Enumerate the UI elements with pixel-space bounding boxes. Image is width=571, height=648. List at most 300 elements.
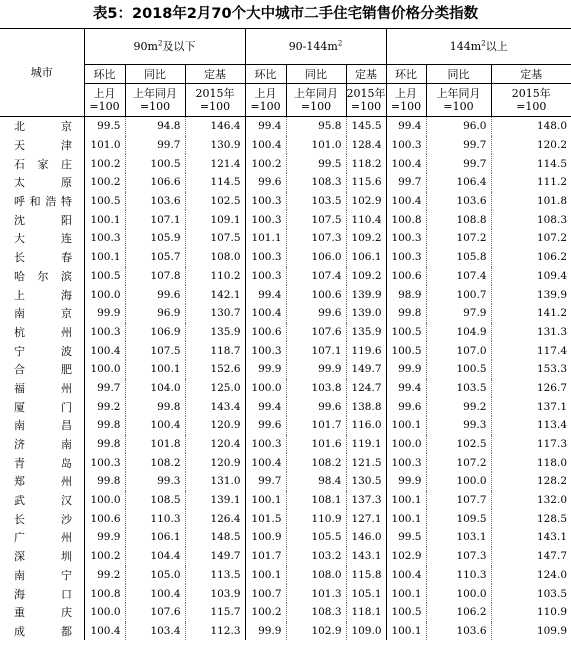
value-cell: 100.4 (386, 154, 426, 173)
table-row (0, 453, 571, 472)
value-cell: 100.2 (84, 547, 125, 566)
value-cell: 105.5 (286, 528, 346, 547)
value-cell: 99.7 (245, 472, 286, 491)
value-cell: 99.7 (386, 173, 426, 192)
value-cell: 149.7 (346, 360, 386, 379)
base-header: 上年同月 =100 (125, 84, 185, 117)
value-cell: 104.0 (125, 379, 185, 398)
value-cell: 107.2 (426, 229, 491, 248)
value-cell: 103.4 (125, 622, 185, 641)
value-cell: 108.3 (286, 603, 346, 622)
city-cell: 海口 (14, 587, 72, 601)
value-cell: 117.3 (491, 435, 571, 454)
base-header: 上年同月 =100 (426, 84, 491, 117)
group-header-small: $90m^2$及以下 (84, 29, 245, 65)
value-cell: 100.0 (84, 285, 125, 304)
city-cell: 深圳 (14, 550, 72, 564)
city-cell: 南宁 (14, 568, 72, 582)
value-cell: 103.5 (286, 192, 346, 211)
value-cell: 115.7 (185, 603, 245, 622)
sub-header-mom: 环比 (245, 65, 286, 84)
table-header (0, 29, 571, 117)
value-cell: 106.4 (426, 173, 491, 192)
table-row (0, 154, 571, 173)
table-row (0, 491, 571, 510)
city-cell: 太原 (14, 176, 72, 190)
value-cell: 100.2 (245, 603, 286, 622)
value-cell: 114.5 (185, 173, 245, 192)
value-cell: 126.7 (491, 379, 571, 398)
value-cell: 100.1 (386, 416, 426, 435)
value-cell: 100.5 (125, 154, 185, 173)
value-cell: 99.4 (386, 379, 426, 398)
value-cell: 124.0 (491, 566, 571, 585)
value-cell: 100.5 (84, 267, 125, 286)
value-cell: 108.2 (125, 453, 185, 472)
value-cell: 100.2 (245, 154, 286, 173)
value-cell: 94.8 (125, 117, 185, 136)
city-cell: 上海 (14, 288, 72, 302)
value-cell: 99.4 (245, 117, 286, 136)
value-cell: 106.1 (125, 528, 185, 547)
city-cell: 天津 (14, 139, 72, 153)
value-cell: 141.2 (491, 304, 571, 323)
city-cell: 成都 (14, 624, 72, 638)
value-cell: 99.6 (125, 285, 185, 304)
table-title: 表5：2018年2月70个大中城市二手住宅销售价格分类指数 (92, 6, 479, 22)
sub-header-fixed: 定基 (185, 65, 245, 84)
value-cell: 100.1 (245, 491, 286, 510)
value-cell: 142.1 (185, 285, 245, 304)
value-cell: 139.0 (346, 304, 386, 323)
value-cell: 118.2 (346, 154, 386, 173)
value-cell: 100.0 (84, 491, 125, 510)
value-cell: 120.2 (491, 136, 571, 155)
city-cell: 武汉 (14, 494, 72, 508)
table-row (0, 435, 571, 454)
value-cell: 113.4 (491, 416, 571, 435)
value-cell: 131.0 (185, 472, 245, 491)
table-row (0, 248, 571, 267)
city-cell: 青岛 (14, 456, 72, 470)
value-cell: 100.3 (84, 229, 125, 248)
value-cell: 153.3 (491, 360, 571, 379)
value-cell: 100.5 (426, 360, 491, 379)
base-header: 上年同月 =100 (286, 84, 346, 117)
value-cell: 99.8 (84, 472, 125, 491)
value-cell: 99.4 (245, 285, 286, 304)
value-cell: 100.1 (386, 622, 426, 641)
value-cell: 107.6 (125, 603, 185, 622)
value-cell: 126.4 (185, 509, 245, 528)
value-cell: 128.4 (346, 136, 386, 155)
value-cell: 119.6 (346, 341, 386, 360)
value-cell: 110.2 (185, 267, 245, 286)
city-cell: 南京 (14, 307, 72, 321)
base-header: 2015年 =100 (346, 84, 386, 117)
value-cell: 101.1 (245, 229, 286, 248)
value-cell: 149.7 (185, 547, 245, 566)
value-cell: 99.6 (286, 304, 346, 323)
value-cell: 100.6 (386, 267, 426, 286)
value-cell: 108.1 (286, 491, 346, 510)
value-cell: 120.9 (185, 453, 245, 472)
value-cell: 102.5 (426, 435, 491, 454)
table-body (0, 117, 571, 641)
table-row (0, 528, 571, 547)
table-row (0, 360, 571, 379)
value-cell: 108.0 (286, 566, 346, 585)
value-cell: 103.6 (426, 192, 491, 211)
value-cell: 100.3 (245, 267, 286, 286)
table-row (0, 472, 571, 491)
value-cell: 99.9 (84, 528, 125, 547)
value-cell: 110.9 (286, 509, 346, 528)
value-cell: 100.0 (426, 472, 491, 491)
value-cell: 107.5 (185, 229, 245, 248)
value-cell: 99.5 (84, 117, 125, 136)
value-cell: 118.0 (491, 453, 571, 472)
table-row (0, 136, 571, 155)
table-row (0, 323, 571, 342)
base-header: 上月 =100 (84, 84, 125, 117)
value-cell: 100.3 (245, 210, 286, 229)
value-cell: 109.0 (346, 622, 386, 641)
value-cell: 96.0 (426, 117, 491, 136)
sub-header-yoy: 同比 (286, 65, 346, 84)
table-row (0, 210, 571, 229)
value-cell: 100.3 (245, 248, 286, 267)
value-cell: 100.6 (84, 509, 125, 528)
value-cell: 99.6 (286, 397, 346, 416)
value-cell: 99.3 (426, 416, 491, 435)
value-cell: 132.0 (491, 491, 571, 510)
value-cell: 105.7 (125, 248, 185, 267)
value-cell: 99.2 (84, 397, 125, 416)
value-cell: 143.1 (346, 547, 386, 566)
value-cell: 100.5 (386, 323, 426, 342)
value-cell: 100.3 (245, 192, 286, 211)
value-cell: 109.4 (491, 267, 571, 286)
value-cell: 102.9 (346, 192, 386, 211)
table-row (0, 397, 571, 416)
value-cell: 118.7 (185, 341, 245, 360)
table-row (0, 229, 571, 248)
city-cell: 合肥 (14, 363, 72, 377)
value-cell: 100.1 (125, 360, 185, 379)
value-cell: 100.3 (84, 453, 125, 472)
value-cell: 117.4 (491, 341, 571, 360)
value-cell: 99.4 (386, 117, 426, 136)
value-cell: 101.0 (286, 136, 346, 155)
value-cell: 107.7 (426, 491, 491, 510)
value-cell: 152.6 (185, 360, 245, 379)
value-cell: 103.5 (426, 379, 491, 398)
value-cell: 98.4 (286, 472, 346, 491)
group-header-large: $144m^2$以上 (386, 29, 571, 65)
value-cell: 100.0 (386, 435, 426, 454)
table-row (0, 584, 571, 603)
value-cell: 137.1 (491, 397, 571, 416)
base-header: 2015年 =100 (491, 84, 571, 117)
city-cell: 长沙 (14, 512, 72, 526)
value-cell: 106.2 (426, 603, 491, 622)
group-header-medium: $90-144m^2$ (245, 29, 386, 65)
table-row (0, 341, 571, 360)
value-cell: 100.0 (426, 584, 491, 603)
value-cell: 100.3 (386, 248, 426, 267)
value-cell: 99.6 (245, 416, 286, 435)
value-cell: 107.3 (286, 229, 346, 248)
value-cell: 100.3 (386, 229, 426, 248)
value-cell: 99.2 (84, 566, 125, 585)
city-cell: 厦门 (14, 400, 72, 414)
price-index-table (0, 28, 571, 640)
value-cell: 146.0 (346, 528, 386, 547)
value-cell: 102.9 (286, 622, 346, 641)
table-row (0, 566, 571, 585)
value-cell: 143.4 (185, 397, 245, 416)
sub-header-fixed: 定基 (491, 65, 571, 84)
value-cell: 114.5 (491, 154, 571, 173)
value-cell: 108.8 (426, 210, 491, 229)
table-row (0, 379, 571, 398)
value-cell: 99.4 (245, 397, 286, 416)
value-cell: 101.6 (286, 435, 346, 454)
value-cell: 107.2 (426, 453, 491, 472)
city-cell: 呼和浩特 (14, 195, 72, 209)
value-cell: 98.9 (386, 285, 426, 304)
table-row (0, 173, 571, 192)
value-cell: 130.9 (185, 136, 245, 155)
base-header: 上月 =100 (245, 84, 286, 117)
value-cell: 110.9 (491, 603, 571, 622)
value-cell: 104.9 (426, 323, 491, 342)
value-cell: 107.4 (286, 267, 346, 286)
city-cell: 宁波 (14, 344, 72, 358)
value-cell: 115.6 (346, 173, 386, 192)
value-cell: 105.8 (426, 248, 491, 267)
value-cell: 99.7 (426, 154, 491, 173)
value-cell: 110.3 (426, 566, 491, 585)
table-row (0, 622, 571, 641)
city-cell: 郑州 (14, 475, 72, 489)
value-cell: 111.2 (491, 173, 571, 192)
table-row (0, 117, 571, 136)
value-cell: 105.1 (346, 584, 386, 603)
value-cell: 130.7 (185, 304, 245, 323)
value-cell: 100.5 (84, 192, 125, 211)
value-cell: 106.6 (125, 173, 185, 192)
value-cell: 103.9 (185, 584, 245, 603)
value-cell: 131.3 (491, 323, 571, 342)
value-cell: 100.3 (84, 323, 125, 342)
value-cell: 100.1 (84, 248, 125, 267)
value-cell: 100.6 (286, 285, 346, 304)
value-cell: 99.9 (245, 360, 286, 379)
value-cell: 109.2 (346, 267, 386, 286)
value-cell: 101.8 (491, 192, 571, 211)
city-cell: 广州 (14, 531, 72, 545)
city-cell: 福州 (14, 381, 72, 395)
value-cell: 100.4 (245, 304, 286, 323)
value-cell: 102.9 (386, 547, 426, 566)
value-cell: 148.0 (491, 117, 571, 136)
city-cell: 济南 (14, 438, 72, 452)
city-cell: 大连 (14, 232, 72, 246)
value-cell: 107.8 (125, 267, 185, 286)
value-cell: 101.0 (84, 136, 125, 155)
value-cell: 124.7 (346, 379, 386, 398)
value-cell: 100.4 (125, 416, 185, 435)
value-cell: 135.9 (346, 323, 386, 342)
city-column-header: 城市 (0, 29, 84, 117)
value-cell: 100.6 (245, 323, 286, 342)
table-row (0, 509, 571, 528)
value-cell: 107.1 (286, 341, 346, 360)
value-cell: 103.2 (286, 547, 346, 566)
value-cell: 99.8 (84, 416, 125, 435)
value-cell: 99.9 (386, 472, 426, 491)
sub-header-yoy: 同比 (125, 65, 185, 84)
value-cell: 100.3 (386, 136, 426, 155)
value-cell: 99.9 (286, 360, 346, 379)
value-cell: 107.4 (426, 267, 491, 286)
value-cell: 100.1 (386, 584, 426, 603)
value-cell: 100.0 (84, 603, 125, 622)
value-cell: 100.1 (245, 566, 286, 585)
value-cell: 128.2 (491, 472, 571, 491)
city-cell: 重庆 (14, 606, 72, 620)
value-cell: 100.4 (84, 341, 125, 360)
value-cell: 99.7 (426, 136, 491, 155)
value-cell: 101.3 (286, 584, 346, 603)
value-cell: 106.1 (346, 248, 386, 267)
value-cell: 107.1 (125, 210, 185, 229)
value-cell: 113.5 (185, 566, 245, 585)
value-cell: 137.3 (346, 491, 386, 510)
value-cell: 104.4 (125, 547, 185, 566)
table-row (0, 285, 571, 304)
value-cell: 119.1 (346, 435, 386, 454)
value-cell: 139.1 (185, 491, 245, 510)
value-cell: 139.9 (491, 285, 571, 304)
value-cell: 100.8 (386, 210, 426, 229)
value-cell: 107.0 (426, 341, 491, 360)
value-cell: 99.7 (84, 379, 125, 398)
value-cell: 100.4 (386, 566, 426, 585)
value-cell: 99.9 (84, 304, 125, 323)
value-cell: 99.8 (386, 304, 426, 323)
value-cell: 101.8 (125, 435, 185, 454)
value-cell: 100.4 (245, 136, 286, 155)
value-cell: 109.2 (346, 229, 386, 248)
value-cell: 143.1 (491, 528, 571, 547)
value-cell: 100.1 (84, 210, 125, 229)
value-cell: 105.9 (125, 229, 185, 248)
table-row (0, 267, 571, 286)
city-cell: 北京 (14, 120, 72, 134)
value-cell: 109.5 (426, 509, 491, 528)
value-cell: 99.6 (386, 397, 426, 416)
value-cell: 107.3 (426, 547, 491, 566)
value-cell: 145.5 (346, 117, 386, 136)
value-cell: 109.1 (185, 210, 245, 229)
value-cell: 106.2 (491, 248, 571, 267)
value-cell: 110.4 (346, 210, 386, 229)
value-cell: 108.2 (286, 453, 346, 472)
sub-header-yoy: 同比 (426, 65, 491, 84)
value-cell: 99.5 (286, 154, 346, 173)
sub-header-mom: 环比 (84, 65, 125, 84)
sub-header-fixed: 定基 (346, 65, 386, 84)
value-cell: 100.0 (84, 360, 125, 379)
value-cell: 103.6 (125, 192, 185, 211)
value-cell: 107.2 (491, 229, 571, 248)
value-cell: 118.1 (346, 603, 386, 622)
value-cell: 100.7 (426, 285, 491, 304)
value-cell: 147.7 (491, 547, 571, 566)
value-cell: 100.8 (84, 584, 125, 603)
value-cell: 125.0 (185, 379, 245, 398)
value-cell: 100.7 (245, 584, 286, 603)
value-cell: 120.9 (185, 416, 245, 435)
value-cell: 99.9 (386, 360, 426, 379)
value-cell: 101.5 (245, 509, 286, 528)
value-cell: 100.0 (245, 379, 286, 398)
value-cell: 109.9 (491, 622, 571, 641)
base-header-row (0, 84, 571, 117)
value-cell: 99.7 (125, 136, 185, 155)
value-cell: 138.8 (346, 397, 386, 416)
value-cell: 100.3 (245, 435, 286, 454)
value-cell: 130.5 (346, 472, 386, 491)
city-cell: 长春 (14, 251, 72, 265)
city-cell: 石家庄 (14, 157, 72, 171)
value-cell: 101.7 (286, 416, 346, 435)
value-cell: 103.1 (426, 528, 491, 547)
value-cell: 100.5 (386, 341, 426, 360)
value-cell: 107.5 (125, 341, 185, 360)
value-cell: 107.5 (286, 210, 346, 229)
value-cell: 106.9 (125, 323, 185, 342)
value-cell: 108.3 (286, 173, 346, 192)
value-cell: 102.5 (185, 192, 245, 211)
value-cell: 110.3 (125, 509, 185, 528)
value-cell: 100.4 (125, 584, 185, 603)
value-cell: 112.3 (185, 622, 245, 641)
value-cell: 99.2 (426, 397, 491, 416)
value-cell: 99.8 (84, 435, 125, 454)
value-cell: 96.9 (125, 304, 185, 323)
value-cell: 100.2 (84, 173, 125, 192)
table-row (0, 304, 571, 323)
value-cell: 100.1 (386, 509, 426, 528)
value-cell: 99.9 (245, 622, 286, 641)
value-cell: 135.9 (185, 323, 245, 342)
value-cell: 115.8 (346, 566, 386, 585)
city-cell: 哈尔滨 (14, 269, 72, 283)
value-cell: 103.5 (491, 584, 571, 603)
city-cell: 沈阳 (14, 213, 72, 227)
value-cell: 127.1 (346, 509, 386, 528)
base-header: 2015年 =100 (185, 84, 245, 117)
value-cell: 101.7 (245, 547, 286, 566)
value-cell: 148.5 (185, 528, 245, 547)
value-cell: 100.4 (386, 192, 426, 211)
table-row (0, 603, 571, 622)
value-cell: 139.9 (346, 285, 386, 304)
